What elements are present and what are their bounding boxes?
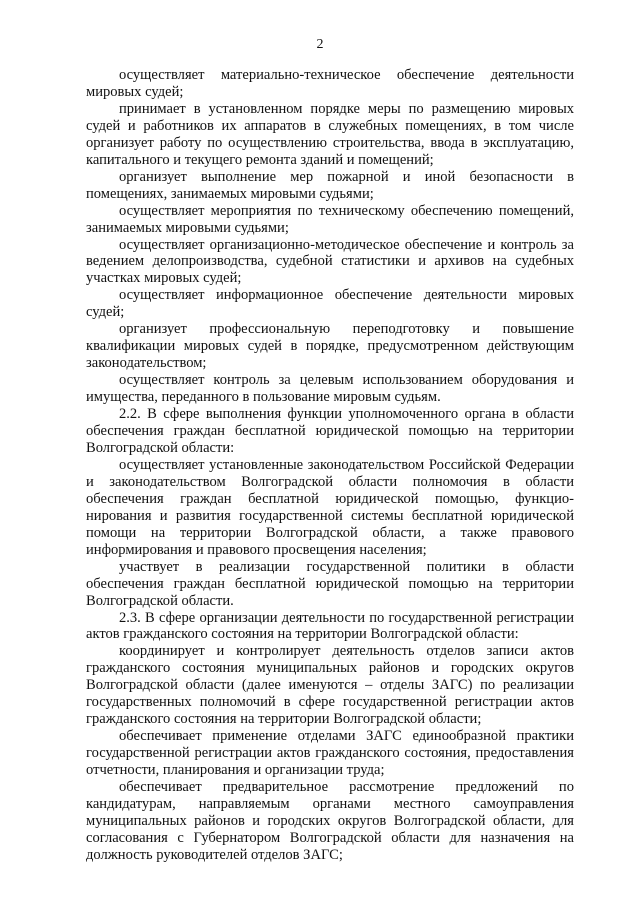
paragraph-fire-safety: организует выполнение мер пожарной и иной безопасности в помещениях, занимаемых мировыми судьями;: [86, 168, 574, 202]
document-body: [86, 67, 574, 864]
paragraph-methodical-control: осуществляет организационно-методическое обеспечение и контроль за ведением делопроизводства, судебной статистики и архивов на судебных участках мировых судей;: [86, 236, 574, 287]
paragraph-premises-placement: принимает в установленном порядке меры по размещению мировых судей и работников их аппаратов в служебных помещениях, в том числе организует работу по осуществлению строительства, ввода в эксплуатацию, капитального и текущего ремонта зданий и помещений;: [86, 100, 574, 168]
section-heading-2-3: 2.3. В сфере организации деятельности по государственной регистрации актов гражданского состояния на территории Волгоградской области:: [86, 609, 574, 643]
paragraph-candidate-review: обеспечивает предварительное рассмотрение предложений по кандидатурам, направляемым органами местного самоуправления муниципальных районов и городских округов Волгоградской области, для согласования с Губернатором Волгоградской области для назначения на должность руководителей отделов ЗАГС;: [86, 779, 574, 863]
section-heading-2-2: 2.2. В сфере выполнения функции уполномоченного органа в области обеспечения граждан бесплатной юридической помощью на территории Волгоградской области:: [86, 406, 574, 456]
paragraph-state-policy: участвует в реализации государственной политики в области обеспечения граждан бесплатной юридической помощью на территории Волгоградской области.: [86, 558, 574, 609]
paragraph-professional-training: организует профессиональную переподготовку и повышение квалификации мировых судей в порядке, предусмотренном действующим законодательством;: [86, 321, 574, 372]
paragraph-information-support: осуществляет информационное обеспечение деятельности мировых судей;: [86, 287, 574, 321]
paragraph-equipment-control: осуществляет контроль за целевым использованием оборудования и имущества, переданного в пользование мировым судьям.: [86, 372, 574, 406]
page-number: 2: [316, 37, 324, 52]
paragraph-technical-support: осуществляет мероприятия по техническому обеспечению помещений, занимаемых мировыми судьями;: [86, 202, 574, 236]
paragraph-registry-coordination: координирует и контролирует деятельность отделов записи актов гражданского состояния муниципальных районов и городских округов Волгоградской области (далее именуются – отделы ЗАГС) по реализации государственных полномочий в сфере государственной регистрации актов гражданского состояния на территории Волгоградской области;: [86, 643, 574, 728]
paragraph-legal-aid-powers: осуществляет установленные законодательством Российской Федерации и законодательством Волгоградской области полномочия в области обеспечения граждан бесплатной юридической помощью, функцио-нирования и развития государственной системы бесплатной юридической помощи на территории Волгоградской области, а также правового информирования и правового просвещения населения;: [86, 456, 574, 558]
paragraph-material-support: осуществляет материально-техническое обеспечение деятельности мировых судей;: [86, 67, 574, 100]
paragraph-uniform-practice: обеспечивает применение отделами ЗАГС единообразной практики государственной регистрации актов гражданского состояния, предоставления отчетности, планирования и организации труда;: [86, 728, 574, 779]
